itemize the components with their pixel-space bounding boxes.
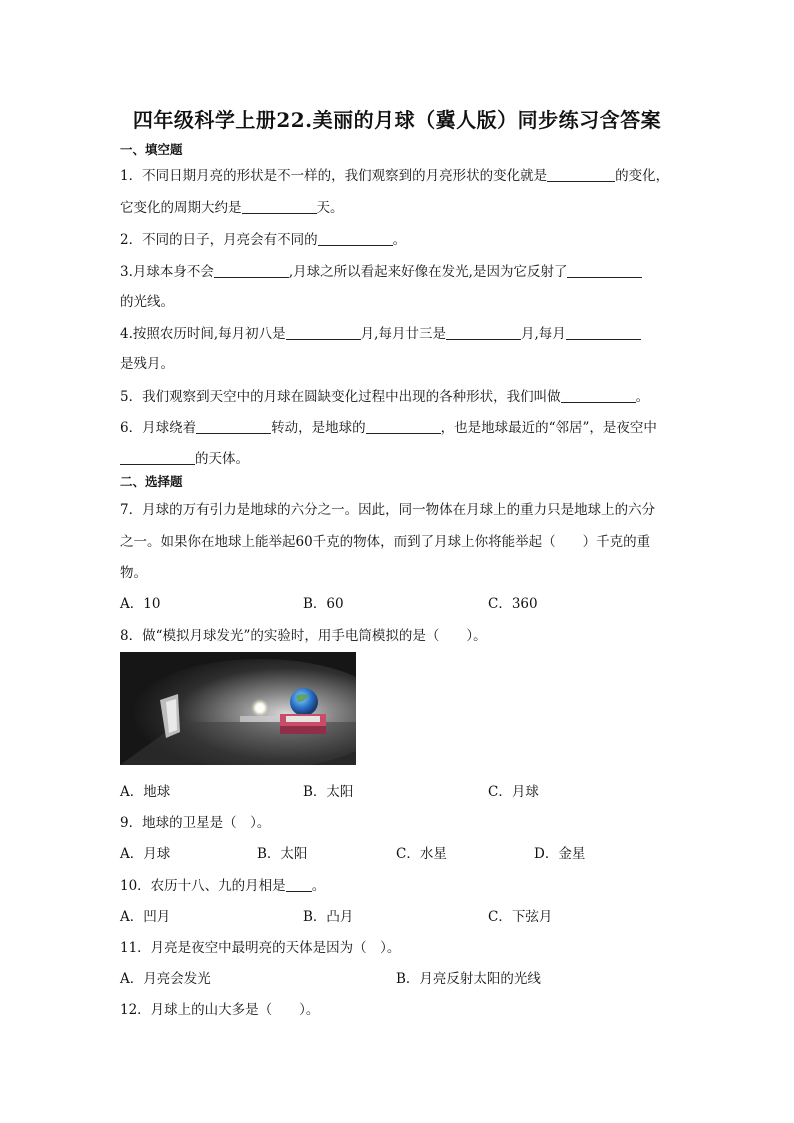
- option-b[interactable]: B．太阳: [303, 784, 354, 800]
- option-b[interactable]: B．凸月: [303, 909, 354, 925]
- answer-blank[interactable]: [446, 325, 521, 340]
- question-2: 2．不同的日子，月亮会有不同的 。: [120, 232, 407, 248]
- answer-blank[interactable]: [318, 231, 393, 246]
- question-9: 9．地球的卫星是（ ）。: [120, 815, 271, 831]
- question-5: 5．我们观察到天空中的月球在圆缺变化过程中出现的各种形状，我们叫做 。: [120, 389, 650, 405]
- answer-blank[interactable]: [120, 450, 195, 465]
- question-3-line-2: 的光线。: [120, 294, 174, 310]
- option-c[interactable]: C．水星: [396, 846, 447, 862]
- experiment-photo-illustration: [120, 652, 356, 765]
- option-a[interactable]: A．月亮会发光: [120, 971, 211, 987]
- section-multiple-choice: 二、选择题: [120, 474, 183, 489]
- answer-blank[interactable]: [214, 263, 289, 278]
- question-6-line-1: 6．月球绕着 转动，是地球的 ，也是地球最近的“邻居”，是夜空中: [120, 420, 657, 436]
- question-12: 12．月球上的山大多是（ ）。: [120, 1002, 320, 1018]
- option-b[interactable]: B．太阳: [257, 846, 308, 862]
- question-10: 10．农历十八、九的月相是 。: [120, 878, 326, 894]
- answer-blank[interactable]: [242, 199, 317, 214]
- answer-blank[interactable]: [567, 263, 642, 278]
- question-3-line-1: 3.月球本身不会 ,月球之所以看起来好像在发光,是因为它反射了: [120, 260, 642, 280]
- option-c[interactable]: C．360: [488, 596, 538, 612]
- option-c[interactable]: C．下弦月: [488, 909, 553, 925]
- page-title: 四年级科学上册22.美丽的月球（冀人版）同步练习含答案: [132, 108, 662, 132]
- option-a[interactable]: A．凹月: [120, 909, 171, 925]
- section-fill-blank: 一、填空题: [120, 142, 183, 157]
- question-6-line-2: 的天体。: [120, 447, 249, 467]
- option-b[interactable]: B．月亮反射太阳的光线: [396, 971, 541, 987]
- question-1-line-2: 它变化的周期大约是 天。: [120, 200, 344, 216]
- question-7-line-2: 之一。如果你在地球上能举起60千克的物体，而到了月球上你将能举起（ ）千克的重: [120, 534, 651, 550]
- answer-blank[interactable]: [366, 419, 441, 434]
- option-a[interactable]: A．10: [120, 596, 161, 612]
- answer-blank[interactable]: [566, 325, 641, 340]
- question-7-line-1: 7．月球的万有引力是地球的六分之一。因此，同一物体在月球上的重力只是地球上的六分: [120, 502, 656, 518]
- option-c[interactable]: C．月球: [488, 784, 539, 800]
- answer-blank[interactable]: [286, 325, 361, 340]
- answer-blank[interactable]: [196, 419, 271, 434]
- option-a[interactable]: A．地球: [120, 784, 171, 800]
- question-1-line-1: 1．不同日期月亮的形状是不一样的，我们观察到的月亮形状的变化就是 的变化，: [120, 168, 670, 184]
- option-d[interactable]: D．金星: [534, 846, 586, 862]
- answer-blank[interactable]: [286, 877, 312, 892]
- question-4-line-2: 是残月。: [120, 356, 174, 372]
- option-b[interactable]: B．60: [303, 596, 344, 612]
- answer-blank[interactable]: [547, 167, 615, 182]
- question-8: 8．做“模拟月球发光”的实验时，用手电筒模拟的是（ ）。: [120, 628, 487, 644]
- option-a[interactable]: A．月球: [120, 846, 171, 862]
- question-11: 11．月亮是夜空中最明亮的天体是因为（ ）。: [120, 940, 401, 956]
- answer-blank[interactable]: [561, 388, 636, 403]
- experiment-photo: [120, 652, 356, 765]
- question-4-line-1: 4.按照农历时间,每月初八是 月,每月廿三是 月,每月: [120, 322, 641, 342]
- question-7-line-3: 物。: [120, 565, 147, 581]
